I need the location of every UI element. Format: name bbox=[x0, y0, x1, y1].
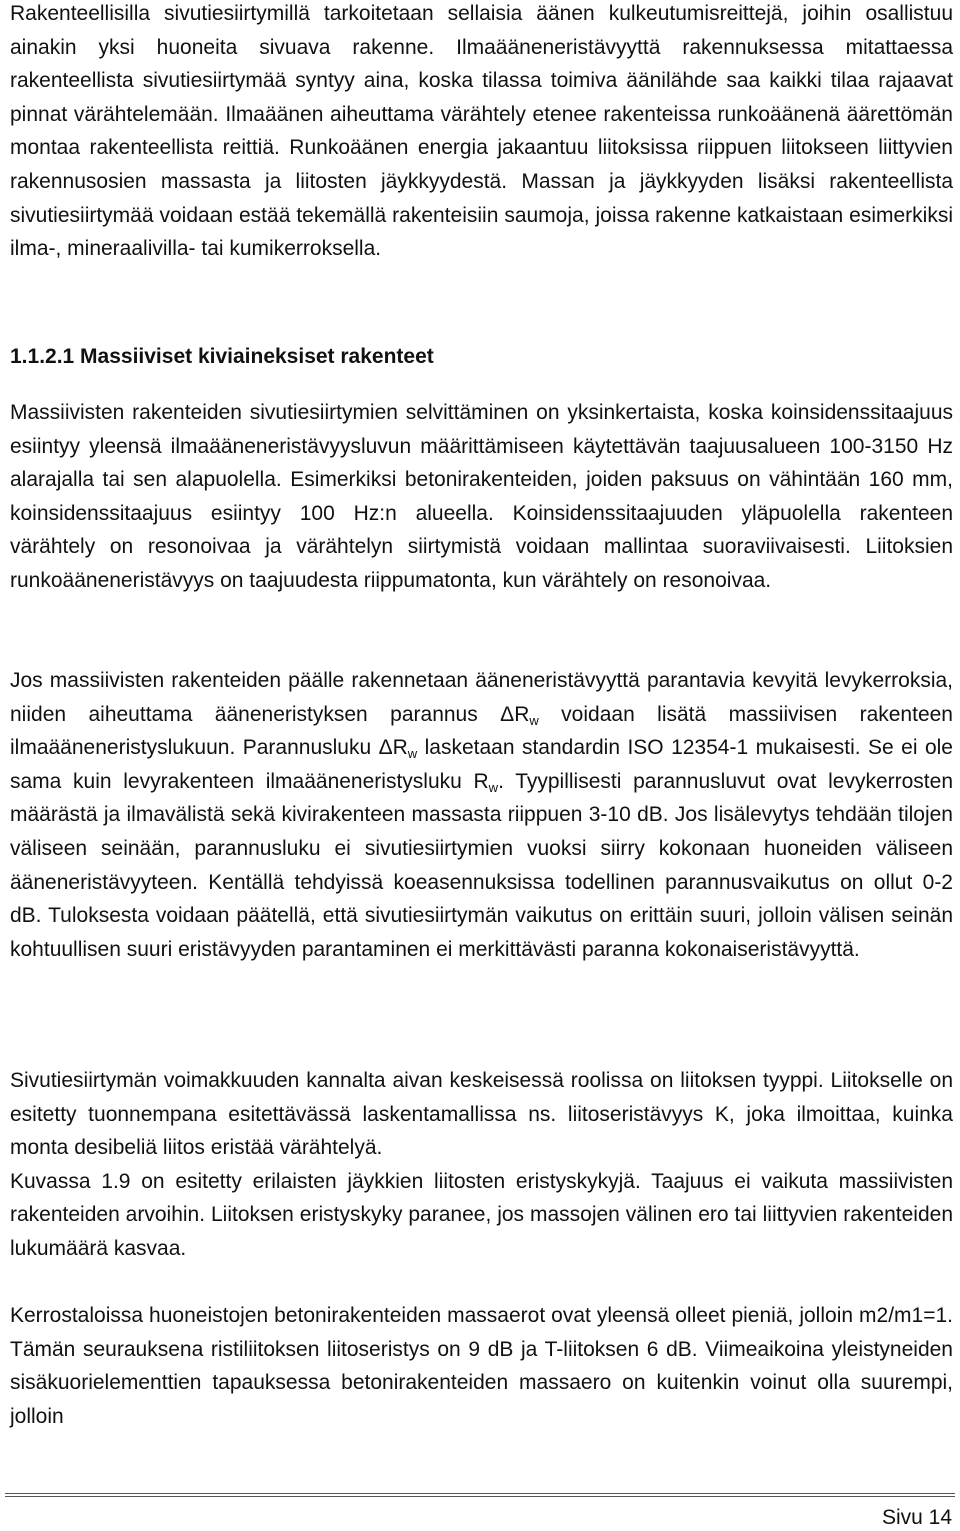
footer-divider bbox=[5, 1493, 955, 1497]
paragraph-lining-improvement bbox=[10, 664, 953, 966]
paragraph-junction-type bbox=[10, 1064, 953, 1266]
text-segment: Sivutiesiirtymän voimakkuuden kannalta aivan keskeisessä roolissa on liitoksen tyyppi. Liitokselle on esitetty tuonnempana esitettävässä laskentamallissa ns. liitoseristävyys K, joka ilmoittaa, kuinka monta desibeliä liitos eristää värähtelyä. bbox=[10, 1069, 953, 1160]
subscript: w bbox=[488, 779, 499, 795]
section-heading: 1.1.2.1 Massiiviset kiviaineksiset rakenteet bbox=[10, 345, 434, 368]
text-segment: Kuvassa 1.9 on esitetty erilaisten jäykkien liitosten eristyskykyjä. Taajuus ei vaikuta massiivisten rakenteiden arvoihin. Liitoksen eristyskyky paranee, jos massojen välinen ero tai liittyvien rakenteiden lukumäärä kasvaa. bbox=[10, 1169, 953, 1260]
paragraph-flanking-transmission: Rakenteellisilla sivutiesiirtymillä tarkoitetaan sellaisia äänen kulkeutumisreittejä, joihin osallistuu ainakin yksi huoneita sivuava rakenne. Ilmaääneneristävyyttä rakennuksessa mitattaessa rakenteellista sivutiesiirtymää syntyy aina, koska tilassa toimiva äänilähde saa kaikki tilaa rajaavat pinnat värähtelemään. Ilmaäänen aiheuttama värähtely etenee rakenteissa runkoäänenä äärettömän montaa rakenteellista reittiä. Runkoäänen energia jakaantuu liitoksissa riippuen liitokseen liittyvien rakennusosien massasta ja liitosten jäykkyydestä. Massan ja jäykkyyden lisäksi rakenteellista sivutiesiirtymää voidaan estää tekemällä rakenteisiin saumoja, joissa rakenne katkaistaan esimerkiksi ilma-, mineraalivilla- tai kumikerroksella. bbox=[10, 2, 953, 261]
paragraph-massive-structures: Massiivisten rakenteiden sivutiesiirtymien selvittäminen on yksinkertaista, koska koinsidenssitaajuus esiintyy yleensä ilmaääneneristävyysluvun määrittämiseen käytettävän taajuusalueen 100-3150 Hz alarajalla tai sen alapuolella. Esimerkiksi betonirakenteiden, joiden paksuus on vähintään 160 mm, koinsidenssitaajuus esiintyy 100 Hz:n alueella. Koinsidenssitaajuuden yläpuolella rakenteen värähtely on resonoivaa ja värähtelyn siirtymistä voidaan mallintaa suoraviivaisesti. Liitoksien runkoääneneristävyys on taajuudesta riippumatonta, kun värähtely on resonoivaa. bbox=[10, 401, 953, 592]
subscript: w bbox=[407, 746, 418, 762]
text-segment: . Tyypillisesti parannusluvut ovat levykerrosten määrästä ja ilmavälistä sekä kivirakenteen massasta riippuen 3-10 dB. Jos lisälevytys tehdään tilojen väliseen seinään, parannusluku ei sivutiesiirtymien vuoksi siirry kokonaan huoneiden väliseen ääneneristävyyteen. Kentällä tehdyissä koeasennuksissa todellinen parannusvaikutus on ollut 0-2 dB. Tuloksesta voidaan päätellä, että sivutiesiirtymän vaikutus on erittäin suuri, jolloin välisen seinän kohtuullisen suuri eristävyyden parantaminen ei merkittävästi paranna kokonaiseristävyyttä. bbox=[10, 769, 953, 961]
subscript: w bbox=[529, 712, 539, 728]
text-segment: Jos massiivisten rakenteiden päälle rakennetaan ääneneristävyyttä parantavia kevyitä levykerroksia, niiden aiheuttama ääneneristyksen parannus ΔR bbox=[10, 669, 953, 726]
text-segment: lasketaan standardin ISO 12354-1 mukaisesti. Se ei ole sama kuin levyrakenteen ilmaääneneristysluku R bbox=[10, 736, 953, 793]
page-number: Sivu 14 bbox=[881, 1506, 952, 1529]
text-segment: voidaan lisätä massiivisen rakenteen ilmaääneneristyslukuun. Parannusluku ΔR bbox=[10, 702, 953, 760]
paragraph-apartment-buildings: Kerrostaloissa huoneistojen betonirakenteiden massaerot ovat yleensä olleet pieniä, jolloin m2/m1=1. Tämän seurauksena ristiliitoksen liitoseristys on 9 dB ja T-liitoksen 6 dB. Viimeaikoina yleistyneiden sisäkuorielementtien tapauksessa betonirakenteiden massaero on kuitenkin voinut olla suurempi, jolloin bbox=[10, 1304, 953, 1428]
